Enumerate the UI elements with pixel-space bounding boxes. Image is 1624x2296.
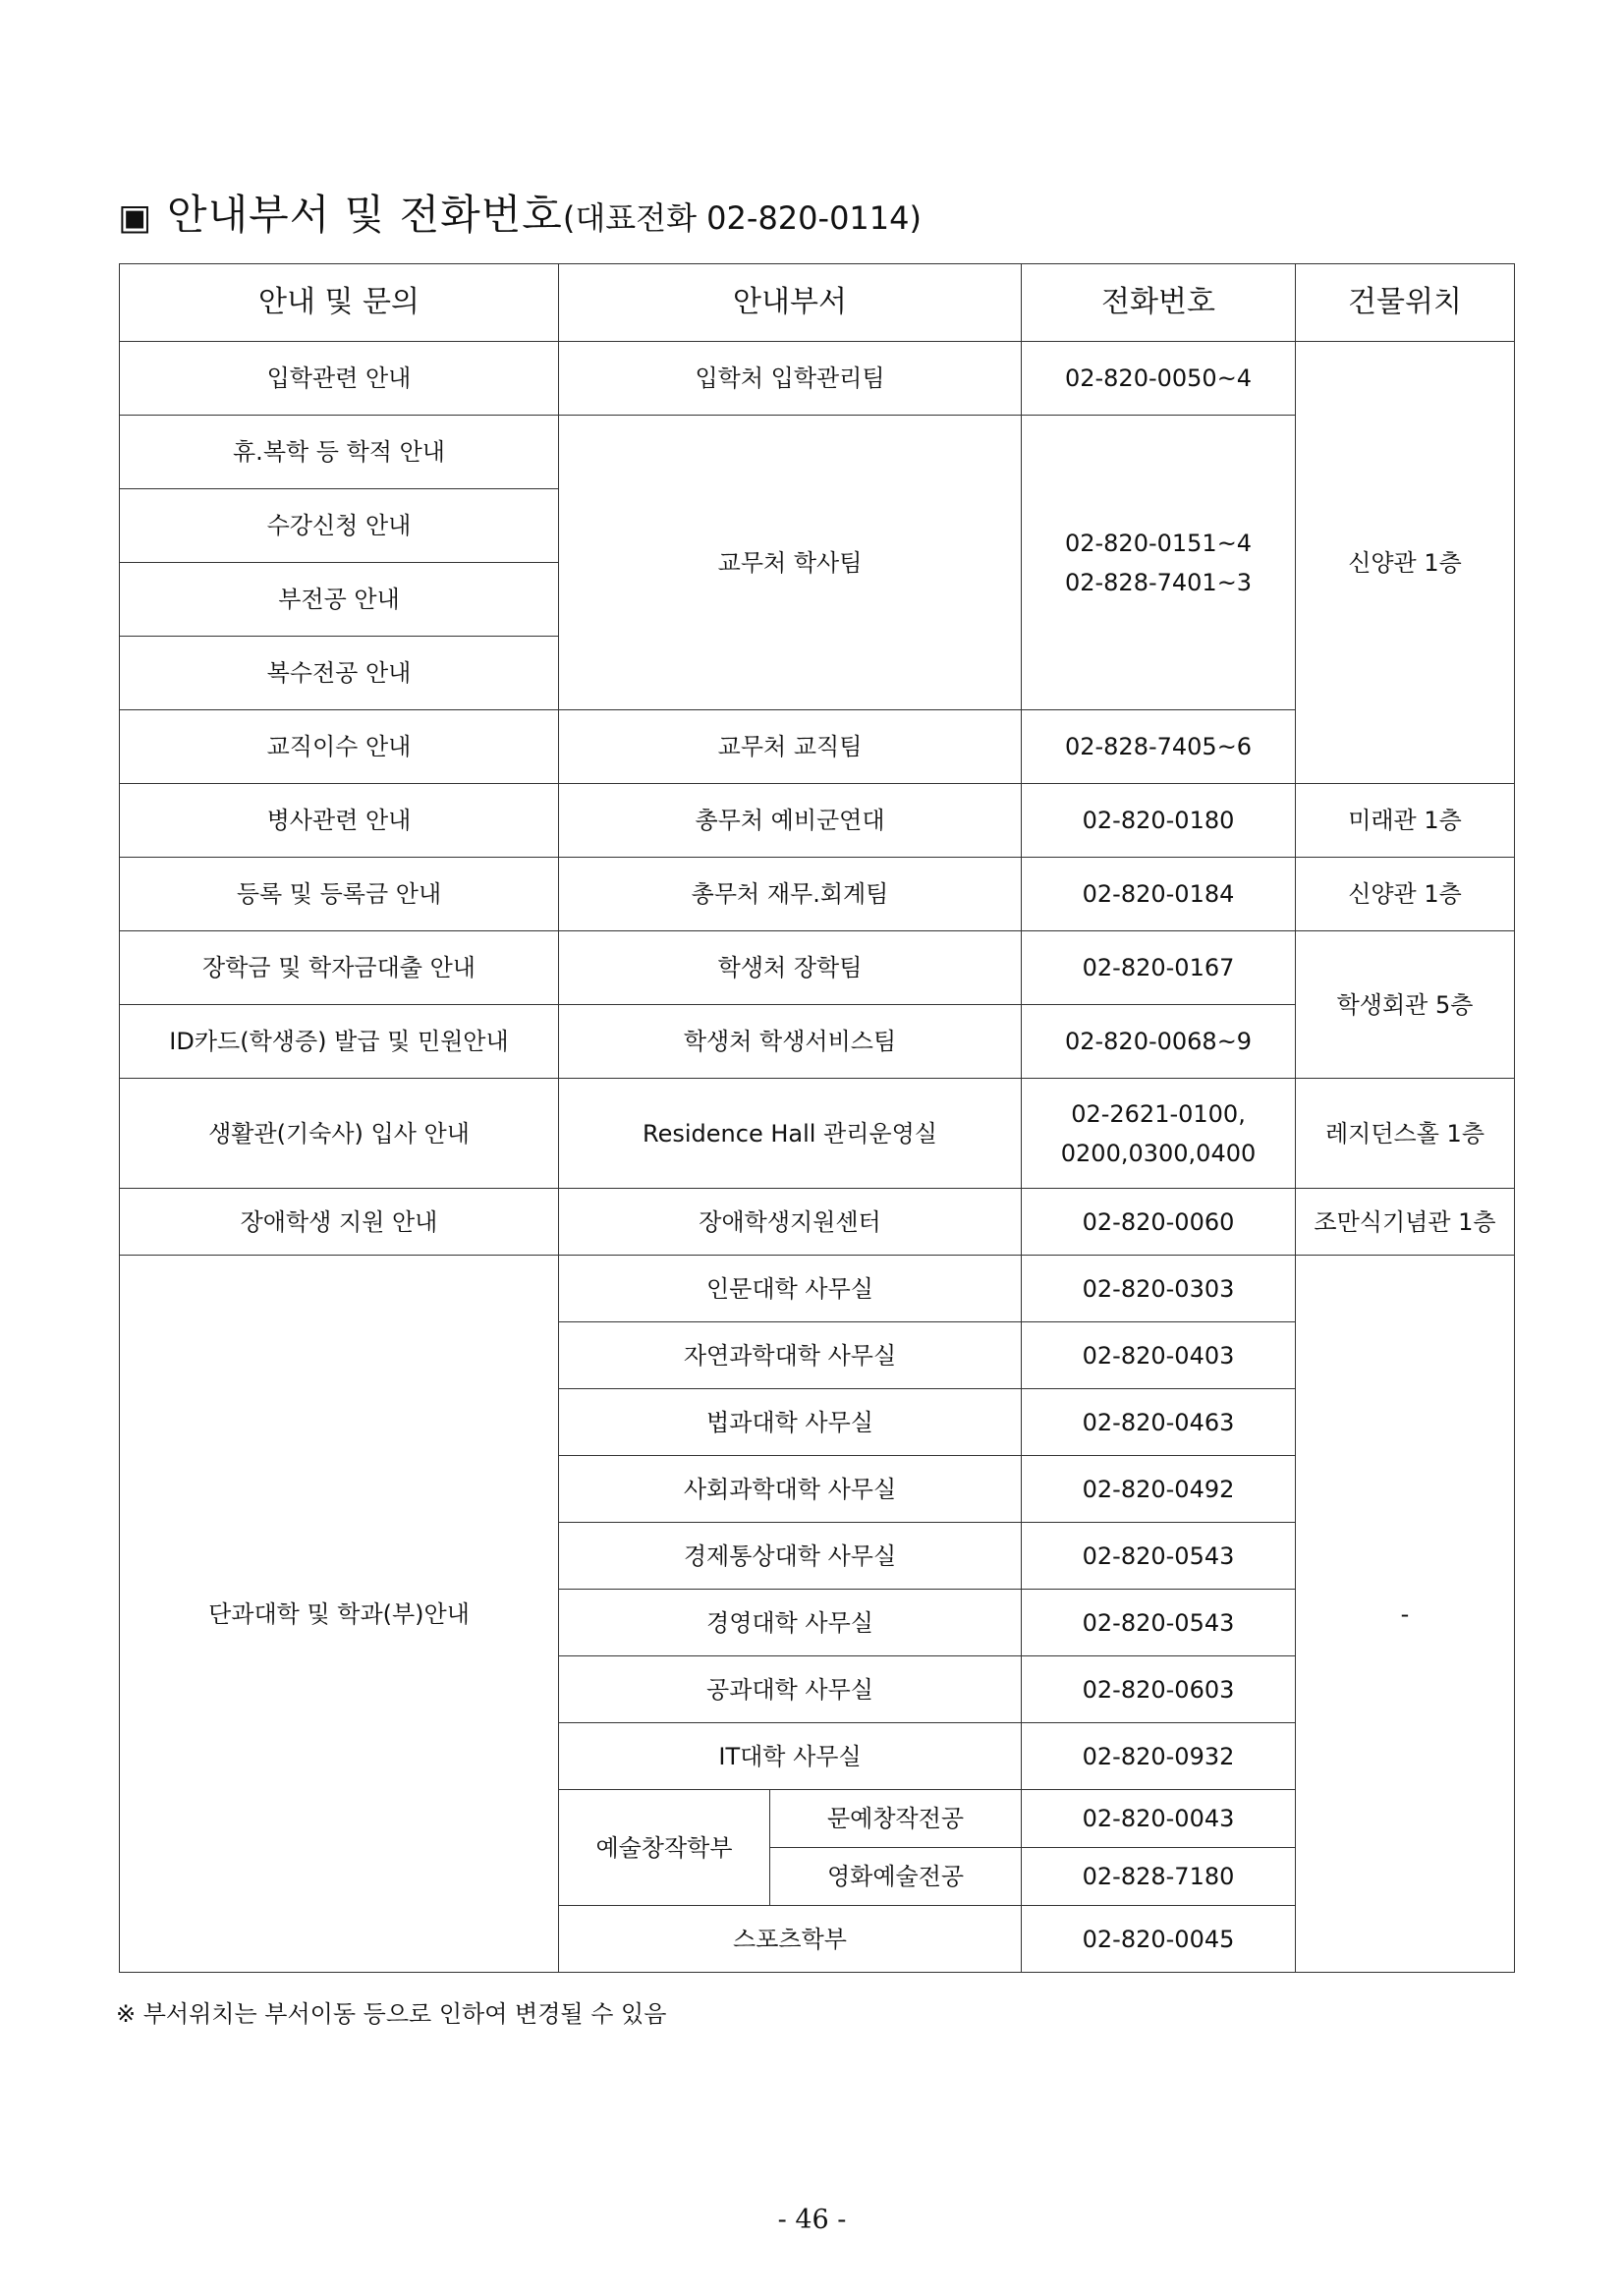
header-department: 안내부서	[559, 264, 1022, 342]
department-cell: 공과대학 사무실	[559, 1656, 1022, 1723]
heading-title: 안내부서 및 전화번호	[167, 191, 563, 239]
contact-directory-table	[119, 263, 1515, 1973]
inquiry-cell: 수강신청 안내	[120, 489, 559, 563]
major-cell: 영화예술전공	[770, 1848, 1022, 1906]
department-cell: 교무처 교직팀	[559, 710, 1022, 784]
location-cell: 레지던스홀 1층	[1296, 1079, 1515, 1189]
location-cell: 신양관 1층	[1296, 858, 1515, 931]
inquiry-cell: 휴.복학 등 학적 안내	[120, 416, 559, 489]
phone-cell: 02-820-0932	[1022, 1723, 1296, 1790]
department-cell: 경제통상대학 사무실	[559, 1523, 1022, 1590]
department-cell: 교무처 학사팀	[559, 416, 1022, 710]
phone-cell: 02-828-7180	[1022, 1848, 1296, 1906]
table-row	[120, 1079, 1515, 1189]
phone-cell	[1022, 416, 1296, 710]
phone-cell: 02-820-0543	[1022, 1590, 1296, 1656]
department-cell: 사회과학대학 사무실	[559, 1456, 1022, 1523]
phone-line: 0200,0300,0400	[1060, 1139, 1257, 1167]
inquiry-cell: 등록 및 등록금 안내	[120, 858, 559, 931]
heading-subtitle: (대표전화 02-820-0114)	[562, 199, 922, 237]
inquiry-cell: 단과대학 및 학과(부)안내	[120, 1256, 559, 1973]
department-cell: 경영대학 사무실	[559, 1590, 1022, 1656]
department-cell: 자연과학대학 사무실	[559, 1322, 1022, 1389]
footnote: ※ 부서위치는 부서이동 등으로 인하여 변경될 수 있음	[116, 2000, 667, 2028]
phone-line: 02-828-7401~3	[1064, 568, 1253, 596]
phone-cell: 02-820-0543	[1022, 1523, 1296, 1590]
phone-cell: 02-820-0403	[1022, 1322, 1296, 1389]
inquiry-cell: 장애학생 지원 안내	[120, 1189, 559, 1256]
phone-cell: 02-820-0060	[1022, 1189, 1296, 1256]
table-header-row	[120, 264, 1515, 342]
department-cell: 예술창작학부	[559, 1790, 770, 1906]
phone-cell: 02-828-7405~6	[1022, 710, 1296, 784]
department-cell: 인문대학 사무실	[559, 1256, 1022, 1322]
phone-line: 02-820-0151~4	[1064, 529, 1253, 557]
phone-cell: 02-820-0492	[1022, 1456, 1296, 1523]
table-row	[120, 931, 1515, 1005]
table-row	[120, 1189, 1515, 1256]
department-cell: 학생처 장학팀	[559, 931, 1022, 1005]
inquiry-cell: 복수전공 안내	[120, 637, 559, 710]
phone-cell	[1022, 1079, 1296, 1189]
phone-cell: 02-820-0463	[1022, 1389, 1296, 1456]
inquiry-cell: 입학관련 안내	[120, 342, 559, 416]
table-row	[120, 784, 1515, 858]
phone-cell: 02-820-0043	[1022, 1790, 1296, 1848]
department-cell: 학생처 학생서비스팀	[559, 1005, 1022, 1079]
department-cell: 총무처 예비군연대	[559, 784, 1022, 858]
department-cell: 장애학생지원센터	[559, 1189, 1022, 1256]
location-cell: -	[1296, 1256, 1515, 1973]
location-cell: 학생회관 5층	[1296, 931, 1515, 1079]
header-phone: 전화번호	[1022, 264, 1296, 342]
heading-marker-icon: ▣	[118, 197, 152, 238]
phone-cell: 02-820-0603	[1022, 1656, 1296, 1723]
inquiry-cell: 부전공 안내	[120, 563, 559, 637]
table-row	[120, 858, 1515, 931]
inquiry-cell: 교직이수 안내	[120, 710, 559, 784]
header-inquiry: 안내 및 문의	[120, 264, 559, 342]
phone-cell: 02-820-0068~9	[1022, 1005, 1296, 1079]
page-heading	[118, 183, 922, 246]
page-number: - 46 -	[777, 2205, 847, 2235]
location-cell: 신양관 1층	[1296, 342, 1515, 784]
phone-cell: 02-820-0050~4	[1022, 342, 1296, 416]
phone-cell: 02-820-0167	[1022, 931, 1296, 1005]
inquiry-cell: ID카드(학생증) 발급 및 민원안내	[120, 1005, 559, 1079]
location-cell: 조만식기념관 1층	[1296, 1189, 1515, 1256]
phone-line: 02-2621-0100,	[1071, 1099, 1246, 1128]
phone-cell: 02-820-0303	[1022, 1256, 1296, 1322]
major-cell: 문예창작전공	[770, 1790, 1022, 1848]
phone-cell: 02-820-0180	[1022, 784, 1296, 858]
inquiry-cell: 장학금 및 학자금대출 안내	[120, 931, 559, 1005]
department-cell: 총무처 재무.회계팀	[559, 858, 1022, 931]
department-cell: Residence Hall 관리운영실	[559, 1079, 1022, 1189]
location-cell: 미래관 1층	[1296, 784, 1515, 858]
department-cell: 스포츠학부	[559, 1906, 1022, 1973]
phone-cell: 02-820-0045	[1022, 1906, 1296, 1973]
phone-cell: 02-820-0184	[1022, 858, 1296, 931]
inquiry-cell: 병사관련 안내	[120, 784, 559, 858]
inquiry-cell: 생활관(기숙사) 입사 안내	[120, 1079, 559, 1189]
table-row	[120, 342, 1515, 416]
department-cell: 법과대학 사무실	[559, 1389, 1022, 1456]
header-location: 건물위치	[1296, 264, 1515, 342]
department-cell: 입학처 입학관리팀	[559, 342, 1022, 416]
department-cell: IT대학 사무실	[559, 1723, 1022, 1790]
table-row	[120, 1256, 1515, 1322]
